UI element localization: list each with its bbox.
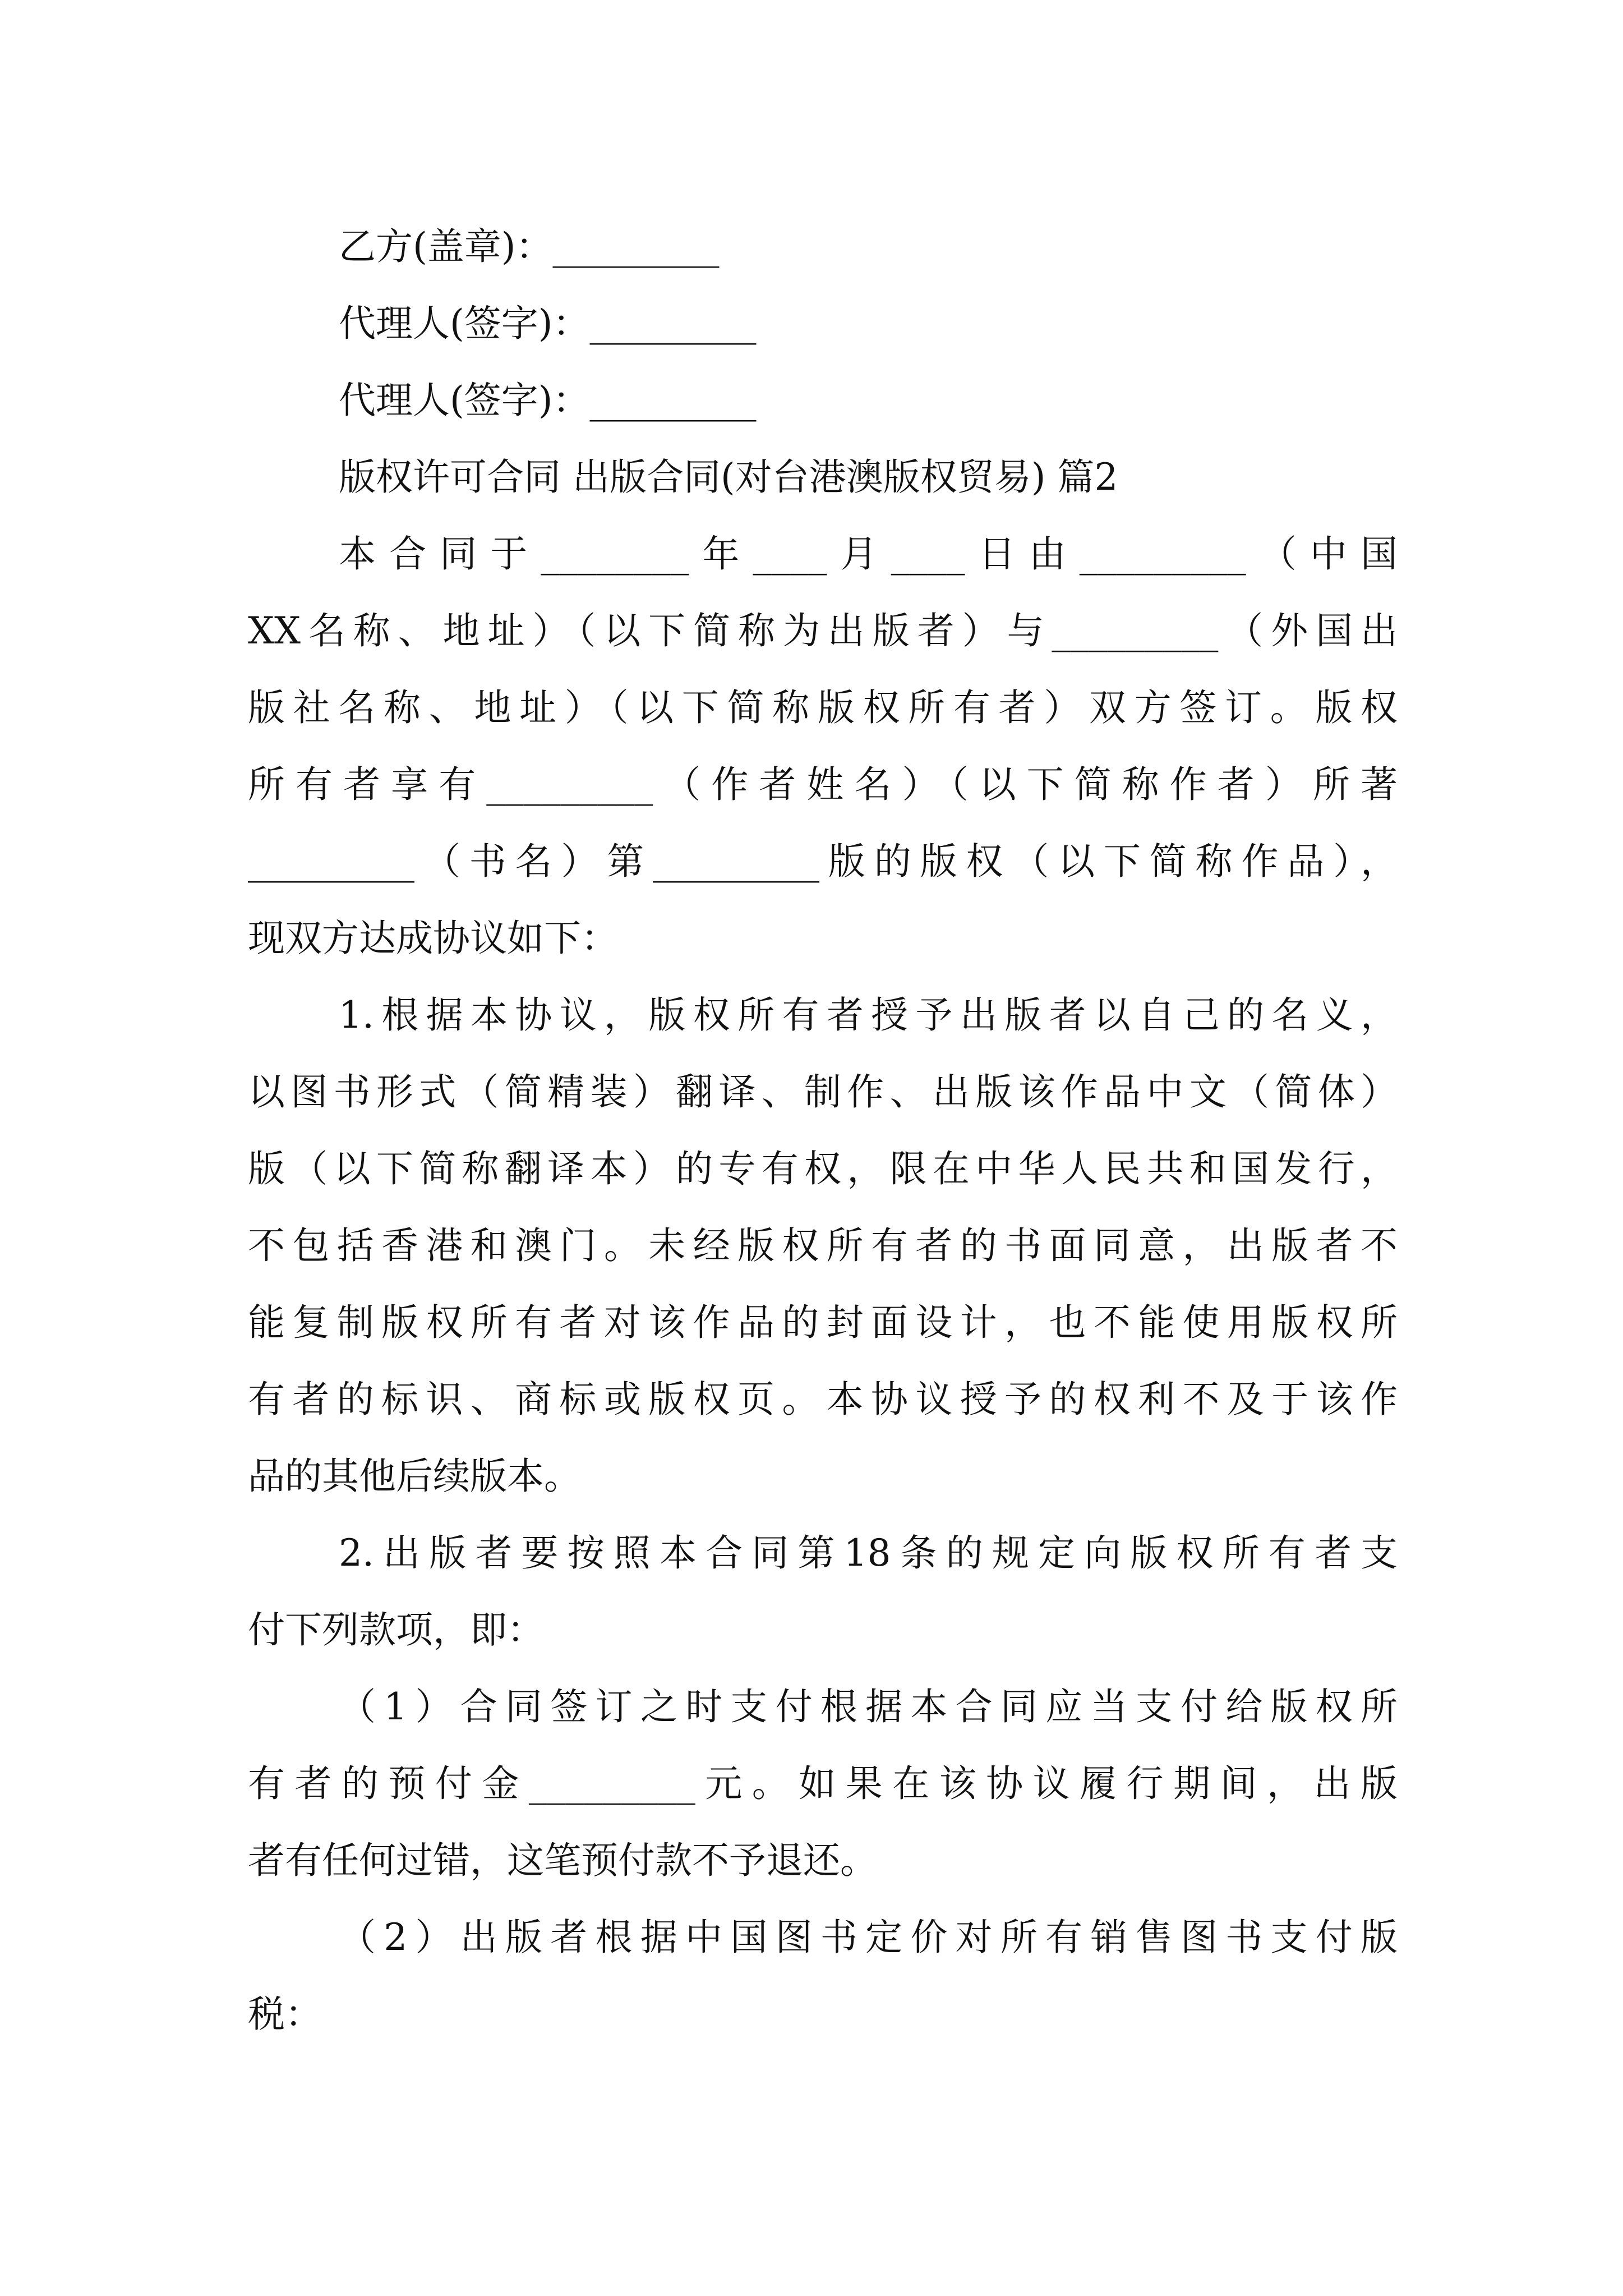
text-line: 付下列款项，即： [248, 1608, 544, 1651]
text-line: 2.出版者要按照本合同第18条的规定向版权所有者支 [339, 1531, 1398, 1575]
text-line: （2）出版者根据中国图书定价对所有销售图书支付版 [339, 1916, 1398, 1959]
text-line: 不包括香港和澳门。未经版权所有者的书面同意，出版者不 [248, 1224, 1398, 1267]
text-line: 税： [248, 1993, 322, 2036]
text-line: 能复制版权所有者对该作品的封面设计，也不能使用版权所 [248, 1301, 1398, 1344]
text-line: 1.根据本协议，版权所有者授予出版者以自己的名义， [339, 993, 1398, 1037]
text-line: 版（以下简称翻译本）的专有权，限在中华人民共和国发行， [248, 1147, 1398, 1190]
text-line: 现双方达成协议如下： [248, 917, 618, 960]
text-line: 品的其他后续版本。 [248, 1455, 581, 1498]
text-line: （1）合同签订之时支付根据本合同应当支付给版权所 [339, 1685, 1398, 1728]
text-line: 版社名称、地址）（以下简称版权所有者）双方签订。版权 [248, 686, 1398, 729]
section-title: 版权许可合同 出版合同(对台港澳版权贸易) 篇2 [339, 455, 1118, 499]
text-line: 所有者享有_________（作者姓名）（以下简称作者）所著 [248, 763, 1398, 806]
text-line: XX名称、地址）（以下简称为出版者）与_________（外国出 [248, 609, 1398, 652]
text-line: 者有任何过错，这笔预付款不予退还。 [248, 1839, 877, 1882]
party-b-seal-line: 乙方(盖章)：_________ [339, 225, 720, 268]
agent-signature-line-2: 代理人(签字)：_________ [339, 379, 757, 422]
text-line: 有者的预付金_________元。如果在该协议履行期间，出版 [248, 1762, 1398, 1805]
text-line: 有者的标识、商标或版权页。本协议授予的权利不及于该作 [248, 1378, 1398, 1421]
text-line: _________（书名）第_________版的版权（以下简称作品）， [248, 840, 1398, 883]
agent-signature-line-1: 代理人(签字)：_________ [339, 302, 757, 345]
text-line: 本合同于________年____月____日由_________（中国 [339, 532, 1398, 576]
text-line: 以图书形式（简精装）翻译、制作、出版该作品中文（简体） [248, 1070, 1398, 1114]
